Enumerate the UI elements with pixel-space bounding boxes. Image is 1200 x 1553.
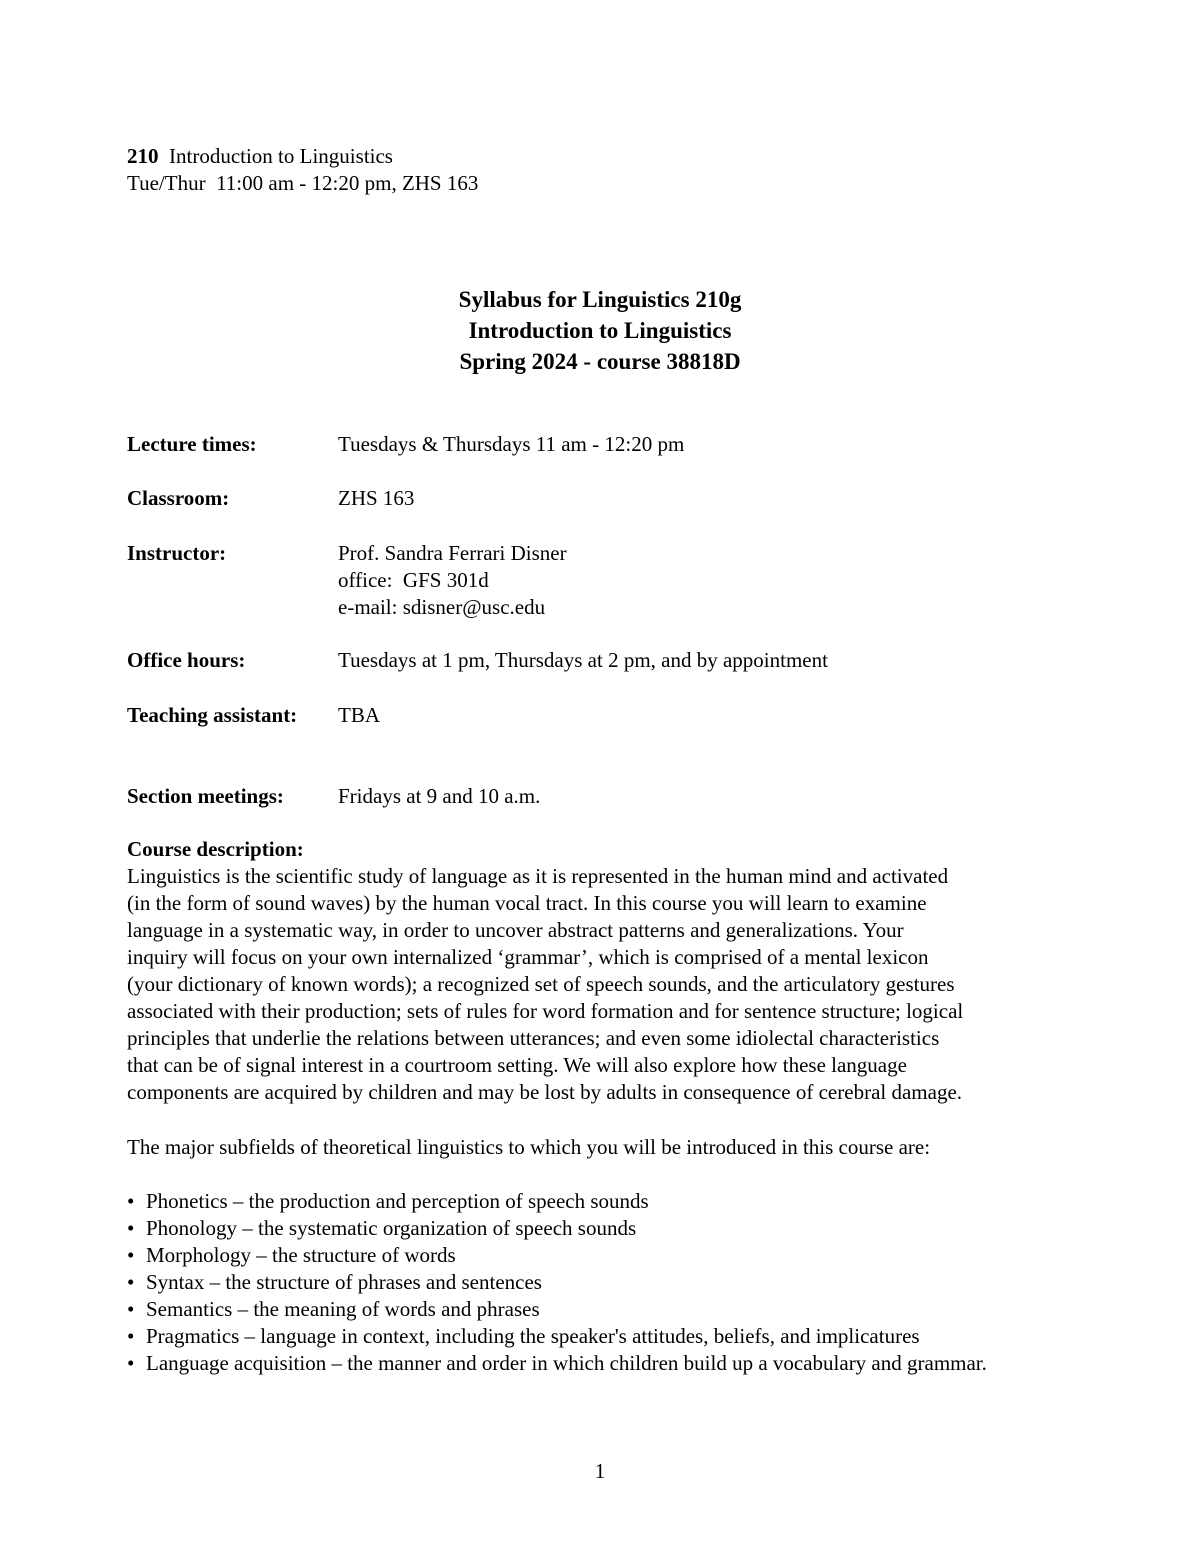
description-line: components are acquired by children and may be lost by adults in consequence of cerebral damage. (127, 1080, 963, 1104)
list-item (127, 1242, 1087, 1269)
bullet-icon: • (127, 1351, 135, 1375)
description-line: associated with their production; sets of rules for word formation and for sentence structure; logical (127, 999, 964, 1023)
instructor-email: e-mail: sdisner@usc.edu (338, 595, 546, 619)
course-number: 210 (127, 144, 159, 168)
list-item (127, 1215, 1087, 1242)
title-line-2: Introduction to Linguistics (468, 318, 732, 343)
office-hours-value: Tuesdays at 1 pm, Thursdays at 2 pm, and by appointment (338, 648, 828, 672)
title-line-3: Spring 2024 - course 38818D (459, 349, 741, 374)
office-hours-label: Office hours: (127, 648, 246, 672)
description-line: language in a systematic way, in order to uncover abstract patterns and generalizations. Your (127, 918, 904, 942)
teaching-assistant-label: Teaching assistant: (127, 703, 298, 727)
syllabus-title (0, 284, 1200, 377)
description-line: inquiry will focus on your own internalized ‘grammar’, which is comprised of a mental lexicon (127, 945, 929, 969)
bullet-icon: • (127, 1297, 135, 1321)
instructor-name: Prof. Sandra Ferrari Disner (338, 541, 567, 565)
description-line: (your dictionary of known words); a recognized set of speech sounds, and the articulatory gestures (127, 972, 955, 996)
list-item (127, 1296, 1087, 1323)
bullet-icon: • (127, 1270, 135, 1294)
instructor-office: office: GFS 301d (338, 568, 489, 592)
description-line: (in the form of sound waves) by the human vocal tract. In this course you will learn to examine (127, 891, 927, 915)
subfield-text: Pragmatics – language in context, including the speaker's attitudes, beliefs, and implicatures (146, 1324, 920, 1348)
subfield-text: Language acquisition – the manner and order in which children build up a vocabulary and grammar. (146, 1351, 987, 1375)
page-number: 1 (594, 1459, 606, 1483)
description-line: principles that underlie the relations between utterances; and even some idiolectal characteristics (127, 1026, 940, 1050)
subfield-text: Semantics – the meaning of words and phrases (146, 1297, 540, 1321)
title-line-1: Syllabus for Linguistics 210g (458, 287, 742, 312)
list-item (127, 1323, 1087, 1350)
teaching-assistant-value: TBA (338, 703, 380, 727)
bullet-icon: • (127, 1324, 135, 1348)
subfield-text: Morphology – the structure of words (146, 1243, 456, 1267)
description-line: Linguistics is the scientific study of language as it is represented in the human mind and activated (127, 864, 949, 888)
instructor-value (338, 540, 567, 621)
bullet-icon: • (127, 1189, 135, 1213)
subfields-list (127, 1188, 1087, 1377)
course-description-body (127, 863, 1087, 1106)
section-meetings-label: Section meetings: (127, 784, 284, 808)
course-schedule: Tue/Thur 11:00 am - 12:20 pm, ZHS 163 (127, 171, 479, 195)
list-item (127, 1350, 1016, 1377)
course-description (127, 836, 1087, 1106)
subfield-text: Phonology – the systematic organization of speech sounds (146, 1216, 637, 1240)
list-item (127, 1188, 1087, 1215)
bullet-icon: • (127, 1243, 135, 1267)
subfields-intro: The major subfields of theoretical linguistics to which you will be introduced in this course are: (127, 1135, 931, 1159)
lecture-times-value: Tuesdays & Thursdays 11 am - 12:20 pm (338, 432, 685, 456)
lecture-times-label: Lecture times: (127, 432, 257, 456)
list-item (127, 1269, 1087, 1296)
subfield-text: Phonetics – the production and perception of speech sounds (146, 1189, 649, 1213)
course-heading-line (127, 143, 478, 170)
description-line: that can be of signal interest in a courtroom setting. We will also explore how these language (127, 1053, 907, 1077)
section-meetings-value: Fridays at 9 and 10 a.m. (338, 784, 541, 808)
course-name: Introduction to Linguistics (169, 144, 393, 168)
course-header (127, 143, 478, 197)
bullet-icon: • (127, 1216, 135, 1240)
classroom-value: ZHS 163 (338, 486, 415, 510)
instructor-label: Instructor: (127, 541, 227, 565)
subfield-text: Syntax – the structure of phrases and sentences (146, 1270, 542, 1294)
classroom-label: Classroom: (127, 486, 230, 510)
course-description-heading: Course description: (127, 837, 304, 861)
